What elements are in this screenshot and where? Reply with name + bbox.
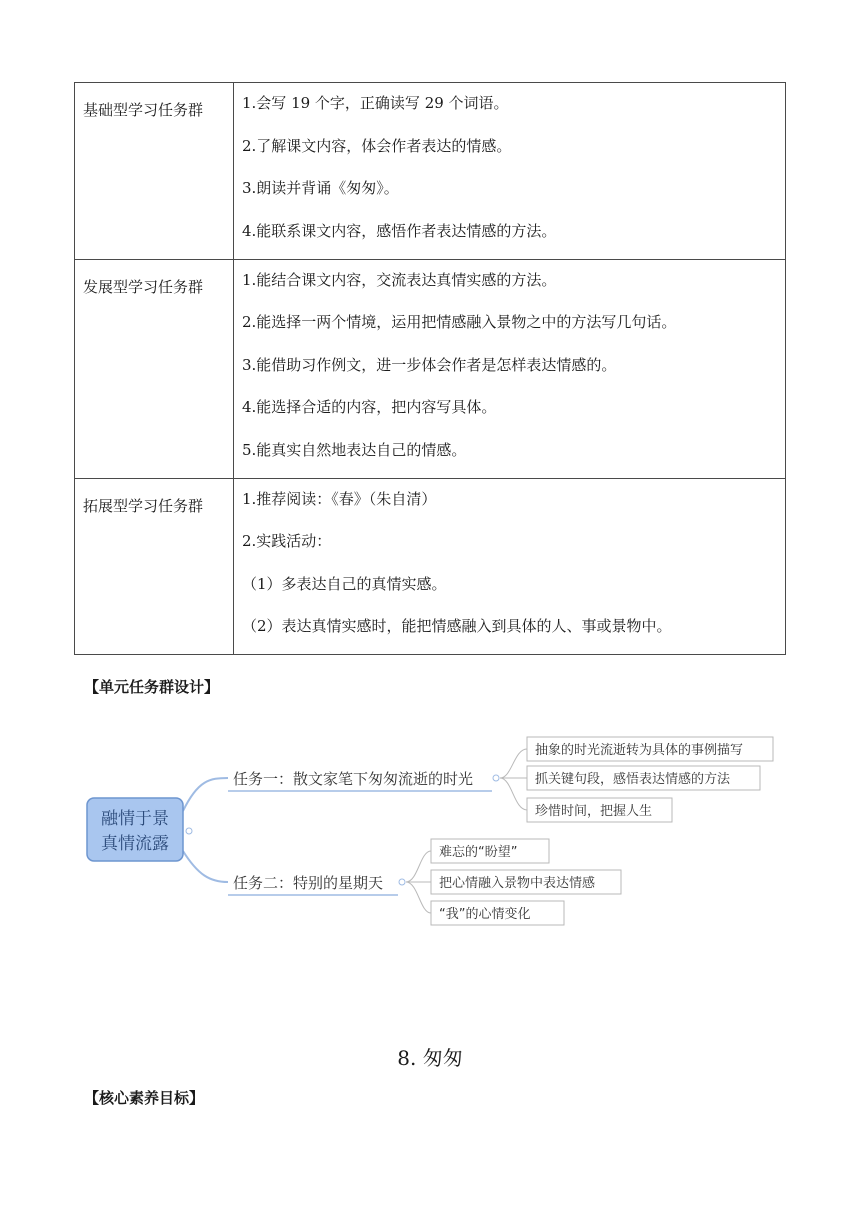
subtopic-label: 抽象的时光流逝转为具体的事例描写 — [535, 743, 744, 758]
list-item: （2）表达真情实感时，能把情感融入到具体的人、事或景物中。 — [242, 617, 672, 635]
subtopic-node — [527, 737, 773, 761]
list-item: 2.实践活动： — [242, 532, 332, 550]
subtopic-node — [431, 839, 549, 863]
subtopic-node — [431, 901, 564, 925]
subtopic-label: 把心情融入景物中表达情感 — [439, 876, 596, 891]
task-label: 任务二：特别的星期天 — [233, 874, 384, 892]
table-row — [75, 259, 786, 478]
subtopic-node — [431, 870, 621, 894]
list-item: （1）多表达自己的真情实感。 — [242, 574, 447, 593]
list-item: 4.能联系课文内容，感悟作者表达情感的方法。 — [242, 221, 557, 240]
list-item: 1.推荐阅读：《春》（朱自清） — [242, 489, 437, 508]
connector — [500, 778, 527, 810]
subtopic-label: 难忘的“盼望” — [439, 845, 518, 860]
task-group-table — [74, 82, 786, 655]
connector — [406, 851, 431, 882]
category-cell: 发展型学习任务群 — [75, 259, 234, 478]
subtopic-label: 珍惜时间，把握人生 — [535, 804, 653, 819]
task-node — [228, 851, 431, 913]
task-label: 任务一：散文家笔下匆匆流逝的时光 — [233, 770, 474, 788]
list-item: 4.能选择合适的内容，把内容写具体。 — [242, 398, 497, 416]
list-item: 2.能选择一两个情境，运用把情感融入景物之中的方法写几句话。 — [242, 313, 677, 331]
task-node — [228, 749, 527, 810]
table-row — [75, 83, 786, 260]
lesson-title: 8. 匆匆 — [397, 1046, 463, 1070]
central-line: 融情于景 — [101, 809, 169, 829]
items-cell — [234, 259, 786, 478]
connector — [183, 851, 228, 882]
connector — [183, 778, 228, 811]
connector — [406, 882, 431, 913]
list-item: 1.会写 19 个字，正确读写 29 个词语。 — [242, 94, 509, 112]
unit-design-heading: 【单元任务群设计】 — [84, 678, 220, 696]
subtopic-node — [527, 766, 760, 790]
list-item: 1.能结合课文内容，交流表达真情实感的方法。 — [242, 270, 557, 289]
collapse-handle[interactable] — [399, 879, 405, 885]
list-item: 2.了解课文内容，体会作者表达的情感。 — [242, 136, 512, 155]
list-item: 3.能借助习作例文，进一步体会作者是怎样表达情感的。 — [242, 355, 617, 374]
subtopic-label: 抓关键句段，感悟表达情感的方法 — [535, 772, 731, 787]
central-node — [87, 798, 183, 861]
list-item: 5.能真实自然地表达自己的情感。 — [242, 440, 467, 459]
subtopic-label: “我”的心情变化 — [439, 907, 531, 922]
connector — [500, 749, 527, 778]
items-cell — [234, 478, 786, 655]
table-row — [75, 478, 786, 655]
central-line: 真情流露 — [101, 834, 169, 854]
category-cell: 拓展型学习任务群 — [75, 478, 234, 655]
collapse-handle[interactable] — [186, 828, 192, 834]
collapse-handle[interactable] — [493, 775, 499, 781]
core-goal-heading: 【核心素养目标】 — [84, 1089, 205, 1107]
subtopic-node — [527, 798, 672, 822]
items-cell — [234, 83, 786, 260]
list-item: 3.朗读并背诵《匆匆》。 — [242, 179, 399, 197]
category-cell: 基础型学习任务群 — [75, 83, 234, 260]
mind-map — [80, 725, 780, 935]
